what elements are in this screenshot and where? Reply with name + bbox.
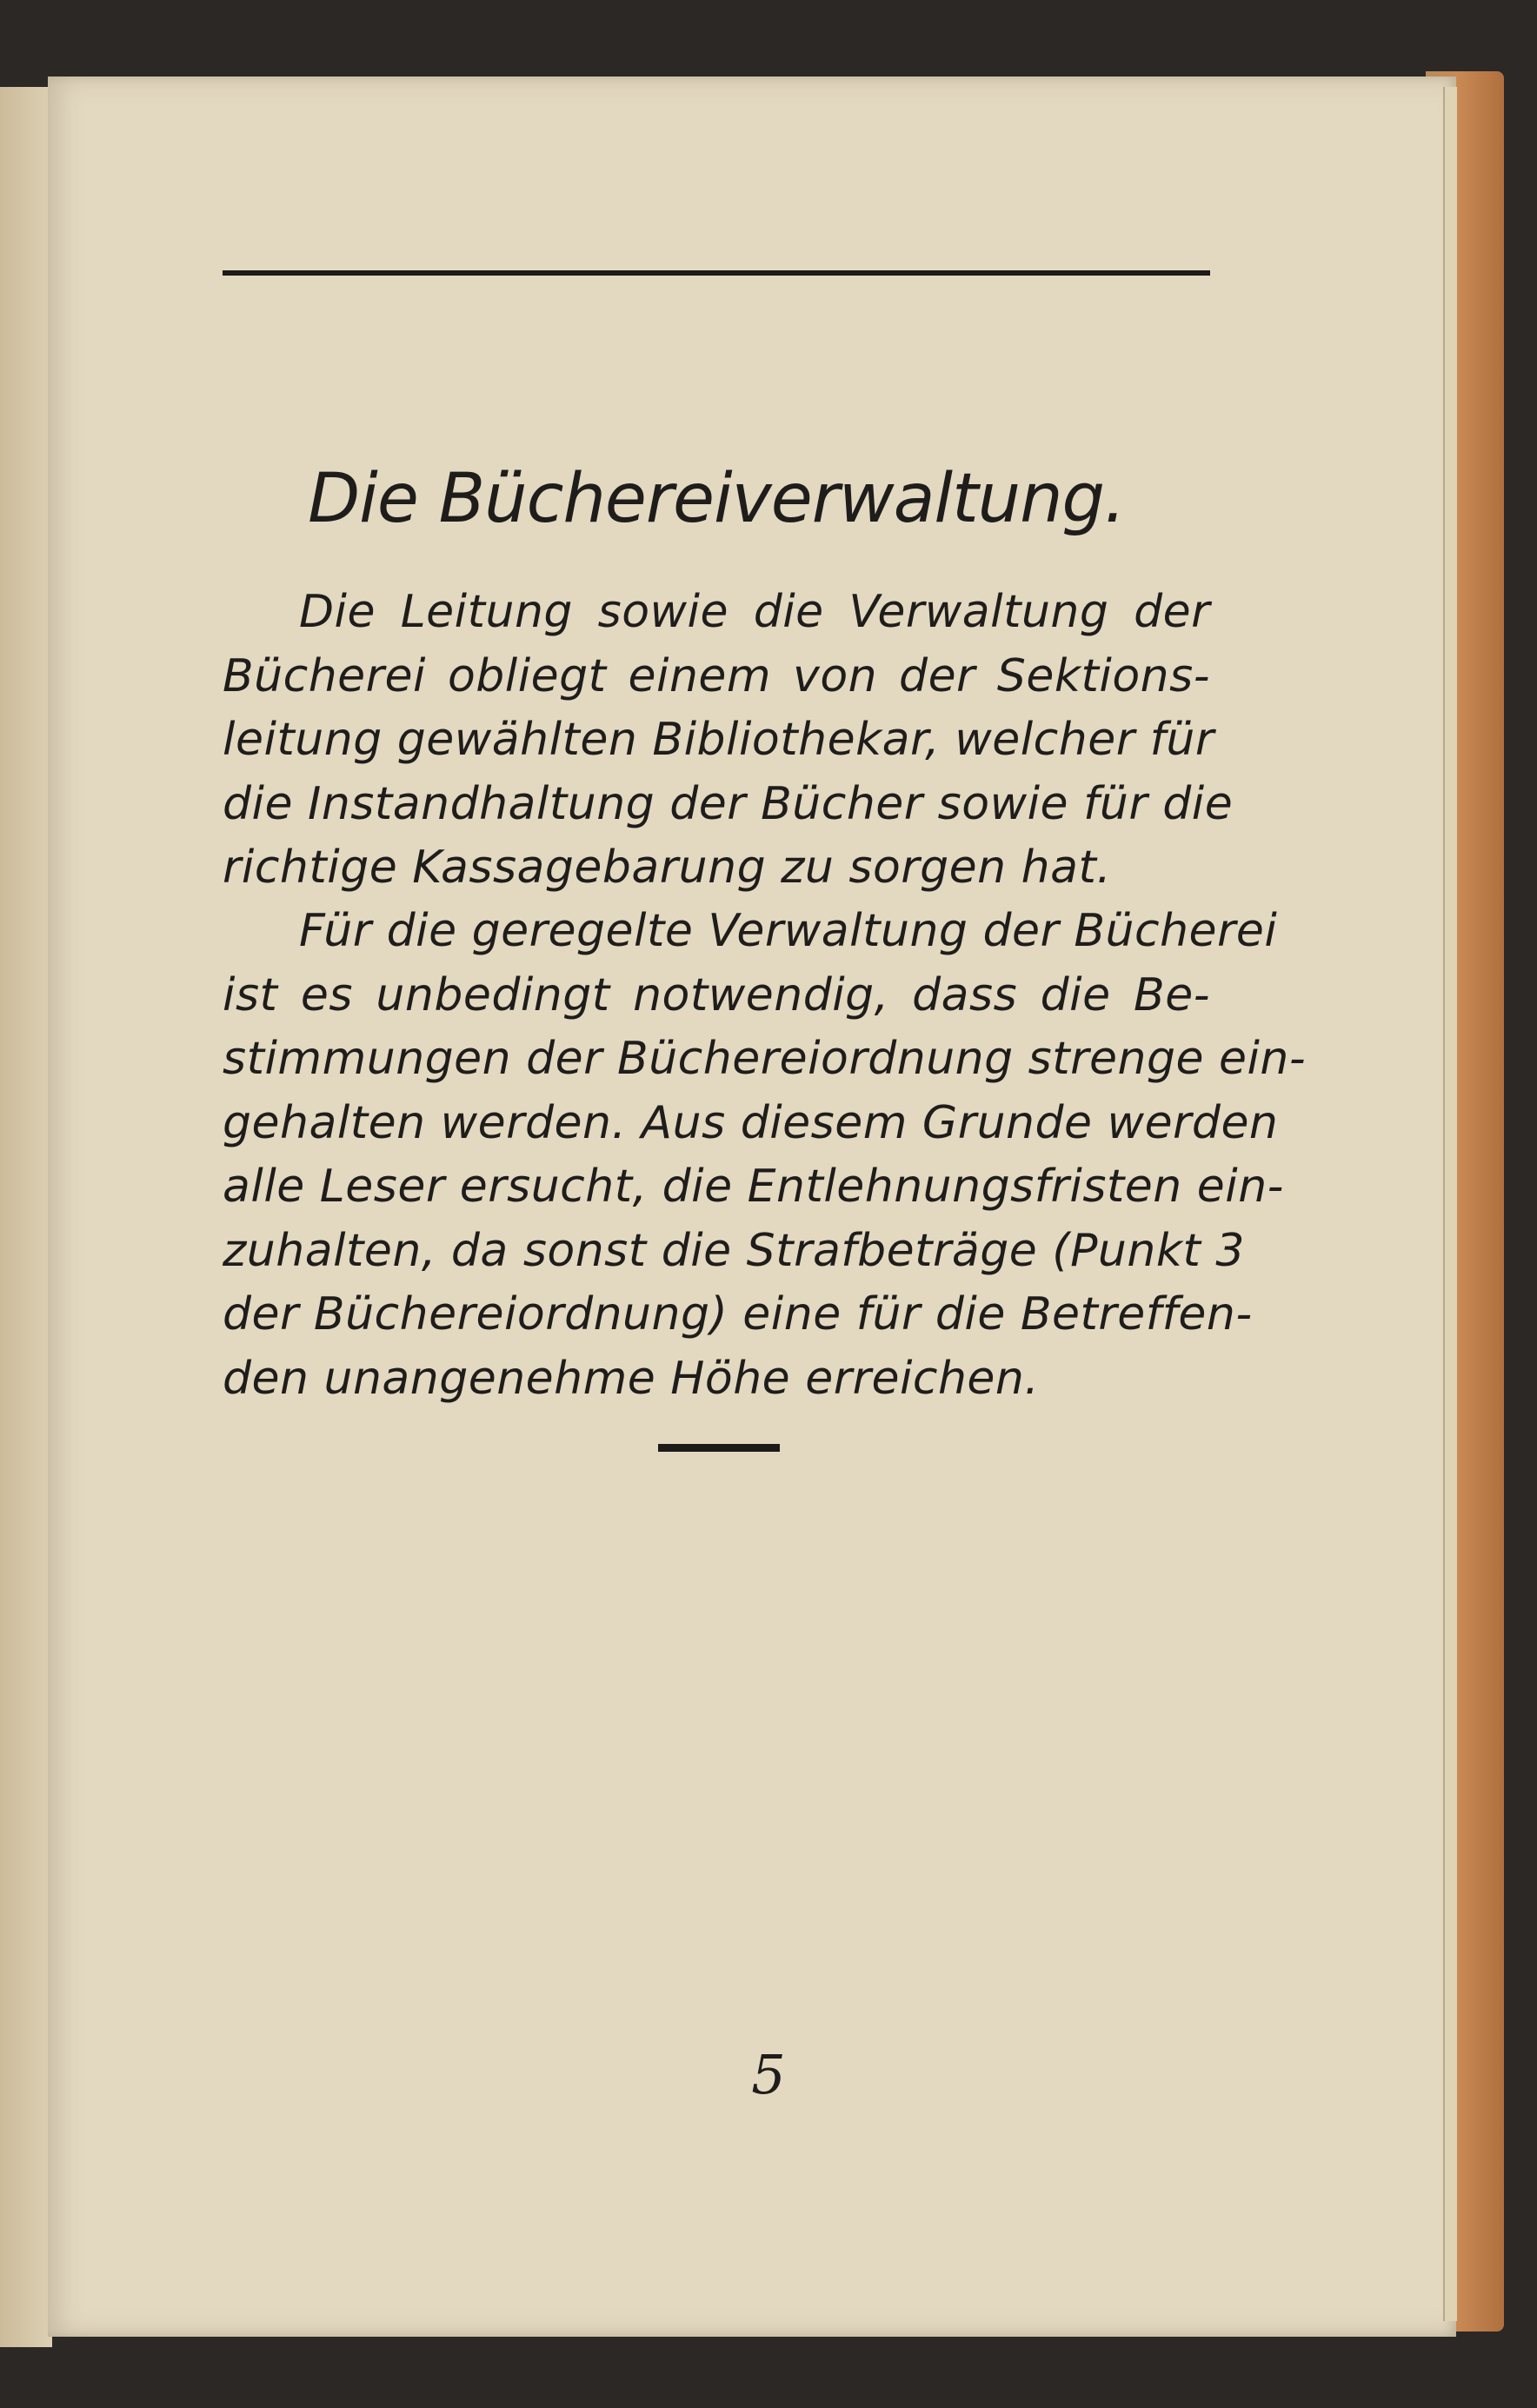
- text-line: stimmungen der Büchereiordnung strenge ein-: [223, 1033, 1307, 1085]
- text-line: den unangenehme Höhe erreichen.: [223, 1352, 1040, 1405]
- text-line: richtige Kassagebarung zu sorgen hat.: [223, 841, 1112, 894]
- top-rule: [223, 270, 1210, 276]
- text-line: der Büchereiordnung) eine für die Betreffen-: [223, 1288, 1253, 1340]
- page-fore-edge: [1443, 87, 1457, 2321]
- text-line: Die Leitung sowie die Verwaltung der: [299, 586, 1210, 638]
- text-line: leitung gewählten Bibliothekar, welcher für: [223, 714, 1214, 766]
- text-line: ist es unbedingt notwendig, dass die Be-: [223, 968, 1210, 1021]
- page-title: Die Büchereiverwaltung.: [308, 460, 1125, 538]
- text-line: Bücherei obliegt einem von der Sektions-: [223, 649, 1210, 702]
- paragraph-2: [223, 900, 1307, 1411]
- section-divider: [658, 1444, 780, 1452]
- text-line: alle Leser ersucht, die Entlehnungsfristen ein-: [223, 1161, 1284, 1213]
- text-line: gehalten werden. Aus diesem Grunde werden: [223, 1096, 1279, 1149]
- text-line: die Instandhaltung der Bücher sowie für die: [223, 777, 1234, 830]
- text-line: zuhalten, da sonst die Strafbeträge (Punkt 3: [223, 1224, 1245, 1277]
- left-page-edge: [0, 87, 52, 2347]
- text-line: Für die geregelte Verwaltung der Bücherei: [299, 905, 1278, 957]
- page-number: 5: [751, 2043, 786, 2106]
- paragraph-1: [223, 581, 1234, 901]
